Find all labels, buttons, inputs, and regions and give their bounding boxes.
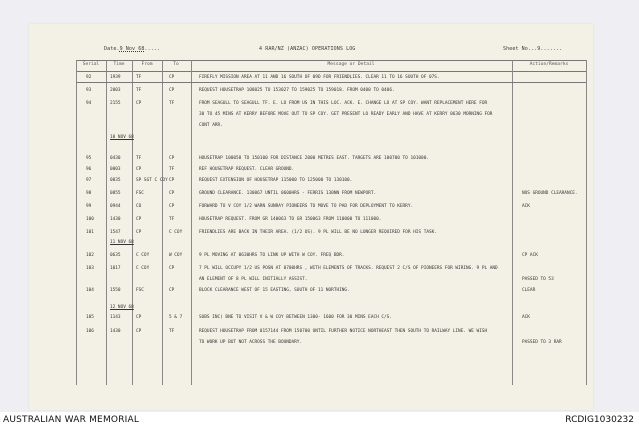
- from-cell: TF: [136, 75, 142, 80]
- serial-cell: 103: [86, 266, 94, 271]
- column-header: Serial: [82, 62, 100, 67]
- first-row-border: [76, 82, 586, 83]
- detail-line: 30 TO 45 MINS AT KERRY BEFORE MOVE OUT TO SP COY. GET PRESENT LO READY EARLY AND HAVE AT KERRY 0630 MORNING FOR: [199, 112, 493, 117]
- time-cell: 1939: [110, 75, 121, 80]
- operations-log-table: [76, 60, 586, 400]
- to-cell: CP: [169, 88, 175, 93]
- serial-cell: 99: [86, 204, 92, 209]
- from-cell: CP: [136, 230, 142, 235]
- time-cell: 0635: [110, 253, 121, 258]
- detail-line: REQUEST EXTENSION OF HOUSETRAP 115000 TO 125000 TO 130100.: [199, 178, 353, 183]
- serial-cell: 100: [86, 217, 94, 222]
- from-cell: C COY: [136, 253, 150, 258]
- serial-cell: 97: [86, 178, 92, 183]
- detail-line: SUBS INC) BNE TO VISIT V & W COY BETWEEN 1300- 1600 FOR 30 MINS EACH C/S.: [199, 315, 392, 320]
- column-divider: [191, 60, 192, 385]
- from-cell: CP: [136, 315, 142, 320]
- sheet-value: 9: [537, 46, 541, 52]
- to-cell: CP: [169, 288, 175, 293]
- detail-line: FROM SEAGULL TO SEAGULL TF. E. LO FROM US IN THIS LOC. ACK. E. CHANGE LO AT SP COY. WANT REPLACEMENT HERE FOR: [199, 101, 488, 106]
- column-header: Action/Remarks: [529, 62, 569, 67]
- date-value: 9 Nov 68: [119, 46, 145, 52]
- from-cell: CP: [136, 329, 142, 334]
- remarks-cell: PASSED TO 53: [522, 277, 554, 282]
- to-cell: W COY: [169, 253, 183, 258]
- from-cell: CP: [136, 167, 142, 172]
- detail-line: FORWARD TO V COY 1/2 WARN SUNRAY PIONEERS TO MOVE TO PAD FOR DEPLOYMENT TO KERRY.: [199, 204, 414, 209]
- detail-line: CONT ARR.: [199, 123, 223, 128]
- time-cell: 1017: [110, 266, 121, 271]
- detail-line: REQUEST HOUSETRAP FROM 0157144 FROM 150700 UNTIL FURTHER NOTICE NORTHEAST THEN SOUTH TO RAILWAY LINE. WE WISH: [199, 329, 488, 334]
- serial-cell: 93: [86, 88, 92, 93]
- date-divider: 12 NOV 68: [110, 305, 134, 310]
- column-header: Time: [113, 62, 125, 67]
- column-divider: [106, 60, 107, 385]
- detail-line: HOUSETRAP 100058 TO 150100 FOR DISTANCE 2000 METRES EAST. TARGETS ARE 100700 TO 101000.: [199, 156, 429, 161]
- from-cell: CP: [136, 217, 142, 222]
- to-cell: 5 & 7: [169, 315, 183, 320]
- date-divider: 11 NOV 68: [110, 240, 134, 245]
- remarks-cell: PASSED TO 3 RAR: [522, 340, 562, 345]
- to-cell: CP: [169, 191, 175, 196]
- time-cell: 0855: [110, 191, 121, 196]
- time-cell: 0003: [110, 167, 121, 172]
- remarks-cell: ACK: [522, 204, 530, 209]
- column-header: From: [141, 62, 153, 67]
- column-divider: [162, 60, 163, 385]
- remarks-cell: CP ACK: [522, 253, 538, 258]
- detail-line: TO WORK UP BUT NOT ACROSS THE BOUNDARY.: [199, 340, 303, 345]
- time-cell: 1547: [110, 230, 121, 235]
- detail-line: FIREFLY MISSION AREA AT 11 AND 16 SOUTH OF 09D FOR FRIENDLIES. CLEAR 11 TO 16 SOUTH OF 07S.: [199, 75, 440, 80]
- remarks-cell: CLEAR: [522, 288, 536, 293]
- serial-cell: 96: [86, 167, 92, 172]
- table-top-border: [76, 60, 586, 61]
- remarks-cell: NOS GROUND CLEARANCE.: [522, 191, 578, 196]
- serial-cell: 94: [86, 101, 92, 106]
- footer-institution: AUSTRALIAN WAR MEMORIAL: [3, 415, 140, 425]
- time-cell: 1430: [110, 329, 121, 334]
- column-divider: [586, 60, 587, 385]
- to-cell: CP: [169, 178, 175, 183]
- to-cell: C COY: [169, 230, 183, 235]
- to-cell: CP: [169, 266, 175, 271]
- to-cell: TF: [169, 101, 175, 106]
- sheet-field: Sheet No...9.......: [503, 46, 563, 52]
- date-label: Date: [104, 46, 117, 52]
- serial-cell: 98: [86, 191, 92, 196]
- serial-cell: 106: [86, 329, 94, 334]
- from-cell: TF: [136, 88, 142, 93]
- column-divider: [132, 60, 133, 385]
- from-cell: CP: [136, 101, 142, 106]
- to-cell: TF: [169, 329, 175, 334]
- time-cell: 2155: [110, 101, 121, 106]
- serial-cell: 95: [86, 156, 92, 161]
- from-cell: FSC: [136, 191, 144, 196]
- from-cell: C COY: [136, 266, 150, 271]
- serial-cell: 104: [86, 288, 94, 293]
- log-title: 4 RAR/NZ (ANZAC) OPERATIONS LOG: [259, 46, 356, 52]
- footer-record-id: RCDIG1030232: [565, 415, 634, 425]
- serial-cell: 92: [86, 75, 92, 80]
- detail-line: REQUEST HOUSETRAP 108025 TO 153027 TO 159025 TO 159018. FROM 0400 TO 0406.: [199, 88, 395, 93]
- sheet-label: Sheet No: [503, 46, 528, 52]
- to-cell: TF: [169, 167, 175, 172]
- time-cell: 1550: [110, 288, 121, 293]
- detail-line: BLOCK CLEARANCE WEST OF 15 EASTING, SOUTH OF 11 NORTHING.: [199, 288, 350, 293]
- remarks-cell: ACK: [522, 315, 530, 320]
- to-cell: CP: [169, 204, 175, 209]
- column-header: Message or Detail: [327, 62, 375, 67]
- from-cell: SP SGT C COY: [136, 178, 168, 183]
- time-cell: 1430: [110, 217, 121, 222]
- column-divider: [76, 60, 77, 385]
- time-cell: 2003: [110, 88, 121, 93]
- column-divider: [512, 60, 513, 385]
- table-header-border: [76, 71, 586, 72]
- detail-line: 7 PL WILL OCCUPY 1/2 US POSN AT 0700HRS , WITH ELEMENTS OF TRACKS. REQUEST 2 C/S OF PIONEERS FOR WIRING. 9 PL AND: [199, 266, 498, 271]
- to-cell: CP: [169, 156, 175, 161]
- date-field: Date.9 Nov 68.....: [104, 46, 161, 52]
- detail-line: 9 PL MOVING AT 0630HRS TO LINK UP WITH W COY. FREQ BDR.: [199, 253, 345, 258]
- detail-line: REF HOUSETRAP REQUEST. CLEAR GROUND.: [199, 167, 295, 172]
- date-divider: 10 NOV 68: [110, 135, 134, 140]
- detail-line: AN ELEMENT OF 8 PL WILL INITIALLY ASSIST.: [199, 277, 308, 282]
- to-cell: CP: [169, 75, 175, 80]
- detail-line: FRIENDLIES ARE BACK IN THEIR AREA. (1/2 US). 9 PL WILL BE NO LONGER REQUIRED FOR HIS TASK.: [199, 230, 437, 235]
- from-cell: CO: [136, 204, 142, 209]
- serial-cell: 105: [86, 315, 94, 320]
- to-cell: TF: [169, 217, 175, 222]
- from-cell: TF: [136, 156, 142, 161]
- time-cell: 0835: [110, 178, 121, 183]
- time-cell: 0944: [110, 204, 121, 209]
- serial-cell: 101: [86, 230, 94, 235]
- from-cell: FSC: [136, 288, 144, 293]
- column-header: To: [173, 62, 179, 67]
- time-cell: 0430: [110, 156, 121, 161]
- serial-cell: 102: [86, 253, 94, 258]
- time-cell: 1143: [110, 315, 121, 320]
- detail-line: GROUND CLEARANCE. 130067 UNTIL 0600HRS - FERRIS 130NN FROM NEWPORT.: [199, 191, 377, 196]
- detail-line: HOUSETRAP REQUEST. FROM GR 140063 TO GR 150063 FROM 110000 TO 111000.: [199, 217, 382, 222]
